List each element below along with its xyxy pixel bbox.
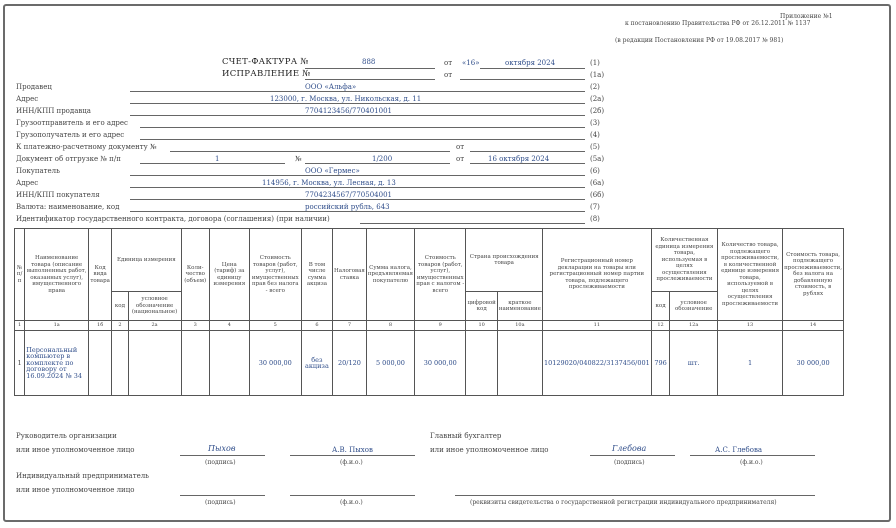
accountant-name: А.С. Глебова	[715, 446, 763, 454]
col-number: 2а	[128, 321, 181, 331]
row-price	[209, 331, 249, 396]
col-number: 12а	[670, 321, 718, 331]
row-country-code	[466, 331, 497, 396]
col-price-header: Цена (тариф) за единицу измерения	[209, 229, 249, 321]
invoice-number: 888	[362, 58, 376, 66]
correction-from-label: от	[444, 71, 453, 79]
ip-label: Индивидуальный предприниматель	[16, 472, 149, 480]
code-5: (5)	[590, 143, 600, 151]
accountant-name-line	[690, 455, 815, 456]
row-country-name	[497, 331, 542, 396]
code-4: (4)	[590, 131, 600, 139]
head-name-line	[290, 455, 415, 456]
buyer-address-value: 114956, г. Москва, ул. Лесная, д. 13	[262, 179, 396, 187]
col-customs-header: Регистрационный номер декларации на товары или регистрационный номер партии товара, подлежащего прослеживаемости	[542, 229, 651, 321]
col-country-header: Страна происхождения товара	[466, 229, 543, 292]
accountant-label-2: или иное уполномоченное лицо	[430, 446, 549, 454]
shipment-pos: 1	[215, 155, 220, 163]
invoice-date-line	[480, 68, 585, 69]
table-row	[15, 331, 844, 396]
correction-date-line	[460, 79, 585, 80]
head-sign-caption: (подпись)	[205, 459, 236, 466]
row-qty	[181, 331, 209, 396]
row-cost-wo-tax: 30 000,00	[249, 331, 301, 396]
contract-id-label: Идентификатор государственного контракта, договора (соглашения) (при наличии)	[16, 215, 330, 223]
resolution-edition: (в редакции Постановления РФ от 19.08.2017 № 981)	[615, 37, 784, 44]
col-trace-cost-header: Стоимость товара, подлежащего прослеживаемости, без налога на добавленную стоимость, в рублях	[783, 229, 844, 321]
seller-line	[130, 91, 585, 92]
accountant-sign-line	[590, 455, 675, 456]
code-2b: (2б)	[590, 107, 605, 115]
col-qty-header: Коли-чество (объем)	[181, 229, 209, 321]
shipment-doc-label: Документ об отгрузке № п/п	[16, 155, 121, 163]
code-6a: (6а)	[590, 179, 605, 187]
col-type-code-header: Код вида товара	[89, 229, 112, 321]
correction-title: ИСПРАВЛЕНИЕ №	[222, 69, 311, 79]
head-signature: Пыхов	[208, 444, 236, 453]
col-number: 7	[332, 321, 366, 331]
seller-address-label: Адрес	[16, 95, 39, 103]
buyer-label: Покупатель	[16, 167, 60, 175]
head-label-2: или иное уполномоченное лицо	[16, 446, 135, 454]
col-excise-header: В том числе сумма акциза	[301, 229, 332, 321]
resolution-ref: к постановлению Правительства РФ от 26.12.2011 № 1137	[625, 20, 811, 27]
ip-cert-caption: (реквизиты свидетельства о государственной регистрации индивидуального предпринимателя)	[470, 499, 777, 506]
head-name: А.В. Пыхов	[332, 446, 373, 454]
currency-line	[130, 211, 585, 212]
accountant-sign-caption: (подпись)	[614, 459, 645, 466]
code-7: (7)	[590, 203, 600, 211]
code-6: (6)	[590, 167, 600, 175]
buyer-inn-value: 7704234567/770504001	[305, 191, 392, 199]
shipment-date: 16 октября 2024	[488, 155, 550, 163]
invoice-number-line	[305, 68, 435, 69]
col-number: 1	[15, 321, 25, 331]
col-cost-wo-tax-header: Стоимость товаров (работ, услуг), имущественных прав без налога - всего	[249, 229, 301, 321]
row-unit-name	[128, 331, 181, 396]
seller-inn-label: ИНН/КПП продавца	[16, 107, 91, 115]
row-trace-cost: 30 000,00	[783, 331, 844, 396]
ip-cert-line	[455, 495, 815, 496]
row-trace-code: 796	[651, 331, 670, 396]
accountant-signature: Глебова	[612, 444, 647, 453]
row-trace-name: шт.	[670, 331, 718, 396]
buyer-line	[130, 175, 585, 176]
seller-inn-line	[130, 115, 585, 116]
col-country-code-header: цифровой код	[466, 292, 497, 321]
col-number: 12	[651, 321, 670, 331]
shipment-date-line	[470, 163, 585, 164]
head-sign-line	[180, 455, 265, 456]
shipper-line	[140, 127, 585, 128]
col-number: 10а	[497, 321, 542, 331]
seller-inn-value: 7704123456/770401001	[305, 107, 392, 115]
buyer-address-line	[130, 187, 585, 188]
col-number: 9	[415, 321, 466, 331]
row-unit-code	[112, 331, 129, 396]
payment-doc-date-line	[470, 151, 585, 152]
seller-value: ООО «Альфа»	[305, 83, 357, 91]
row-customs: 10129020/040822/3137456/001	[542, 331, 651, 396]
invoice-day: «16»	[462, 59, 480, 67]
accountant-name-caption: (ф.и.о.)	[740, 459, 763, 466]
code-1: (1)	[590, 59, 600, 67]
buyer-address-label: Адрес	[16, 179, 39, 187]
row-tax-rate: 20/120	[332, 331, 366, 396]
shipment-from: от	[456, 155, 465, 163]
payment-doc-label: К платежно-расчетному документу №	[16, 143, 157, 151]
col-number: 2	[112, 321, 129, 331]
col-cost-w-tax-header: Стоимость товаров (работ, услуг), имущественных прав с налогом - всего	[415, 229, 466, 321]
col-num-header: № п/п	[15, 229, 25, 321]
shipment-pos-line	[140, 163, 285, 164]
code-6b: (6б)	[590, 191, 605, 199]
col-trace-unit-header: Количественная единица измерения товара, используемая в целях осуществления прослеживаемости	[651, 229, 717, 292]
currency-label: Валюта: наименование, код	[16, 203, 120, 211]
col-number: 11	[542, 321, 651, 331]
ip-name-line	[290, 495, 415, 496]
code-1a: (1а)	[590, 71, 605, 79]
consignee-line	[140, 139, 585, 140]
row-cost-w-tax: 30 000,00	[415, 331, 466, 396]
row-type-code	[89, 331, 112, 396]
col-number: 3	[181, 321, 209, 331]
seller-address-line	[130, 103, 585, 104]
shipment-num: 1/200	[372, 155, 393, 163]
code-2a: (2а)	[590, 95, 605, 103]
row-tax-sum: 5 000,00	[366, 331, 414, 396]
row-num: 1	[15, 331, 25, 396]
accountant-label: Главный бухгалтер	[430, 432, 502, 440]
ip-sign-caption: (подпись)	[205, 499, 236, 506]
seller-label: Продавец	[16, 83, 52, 91]
code-3: (3)	[590, 119, 600, 127]
payment-doc-from: от	[456, 143, 465, 151]
row-trace-qty: 1	[718, 331, 783, 396]
appendix-label: Приложение №1	[780, 13, 833, 20]
col-number: 4	[209, 321, 249, 331]
col-number: 1а	[25, 321, 89, 331]
col-country-name-header: краткое наименование	[497, 292, 542, 321]
shipment-num-label: №	[295, 155, 302, 163]
buyer-value: ООО «Гермес»	[305, 167, 360, 175]
col-number: 10	[466, 321, 497, 331]
col-trace-qty-header: Количество товара, подлежащего прослеживаемости, в количественной единице измерения товара, используемой в целях осуществления прослеживаемости	[718, 229, 783, 321]
col-tax-sum-header: Сумма налога, предъявляемая покупателю	[366, 229, 414, 321]
code-8: (8)	[590, 215, 600, 223]
shipment-num-line	[305, 163, 450, 164]
row-name: Персональный компьютер в комплекте по договору от 16.09.2024 № 34	[25, 331, 89, 396]
payment-doc-line	[170, 151, 450, 152]
code-2: (2)	[590, 83, 600, 91]
col-unit-header: Единица измерения	[112, 229, 181, 292]
col-number: 1б	[89, 321, 112, 331]
contract-id-line	[360, 223, 585, 224]
head-name-caption: (ф.и.о.)	[340, 459, 363, 466]
col-number: 8	[366, 321, 414, 331]
ip-name-caption: (ф.и.о.)	[340, 499, 363, 506]
ip-label-2: или иное уполномоченное лицо	[16, 486, 135, 494]
correction-number-line	[305, 79, 435, 80]
invoice-month-year: октября 2024	[505, 59, 556, 67]
shipper-label: Грузоотправитель и его адрес	[16, 119, 128, 127]
head-label: Руководитель организации	[16, 432, 117, 440]
row-excise: без акциза	[301, 331, 332, 396]
buyer-inn-label: ИНН/КПП покупателя	[16, 191, 100, 199]
buyer-inn-line	[130, 199, 585, 200]
col-name-header: Наименование товара (описание выполненных работ, оказанных услуг), имущественного права	[25, 229, 89, 321]
goods-table	[14, 228, 844, 396]
code-5a: (5а)	[590, 155, 605, 163]
col-number: 5	[249, 321, 301, 331]
col-number: 13	[718, 321, 783, 331]
ip-sign-line	[180, 495, 265, 496]
currency-value: российский рубль, 643	[305, 203, 390, 211]
seller-address-value: 123000, г. Москва, ул. Никольская, д. 11	[270, 95, 422, 103]
col-unit-code-header: код	[112, 292, 129, 321]
consignee-label: Грузополучатель и его адрес	[16, 131, 125, 139]
col-trace-name-header: условное обозначение	[670, 292, 718, 321]
invoice-title: СЧЕТ-ФАКТУРА №	[222, 57, 309, 67]
column-numbers-row	[15, 321, 844, 331]
col-tax-rate-header: Налоговая ставка	[332, 229, 366, 321]
col-number: 6	[301, 321, 332, 331]
invoice-from-label: от	[444, 59, 453, 67]
col-trace-code-header: код	[651, 292, 670, 321]
col-number: 14	[783, 321, 844, 331]
col-unit-name-header: условное обозначение (национальное)	[128, 292, 181, 321]
